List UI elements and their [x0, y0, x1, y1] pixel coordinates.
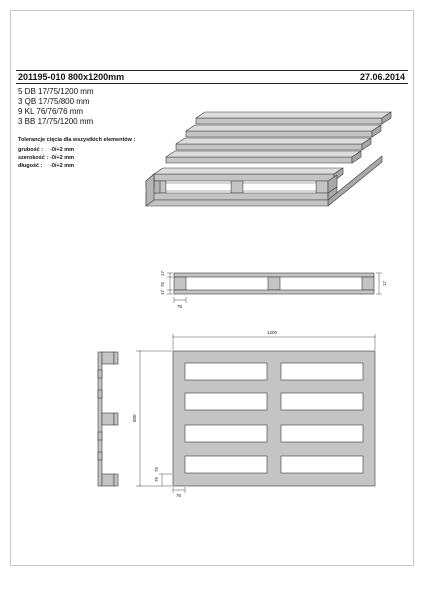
tolerance-label: szerokość : — [18, 155, 49, 161]
dim-plan-foot: 76 — [176, 493, 182, 498]
dim-plan-gap-a: 75 — [154, 476, 159, 482]
pallet-plan-view — [173, 351, 375, 486]
dim-side-top: 17 — [160, 270, 165, 276]
dim-plan-width: 800 — [132, 414, 137, 422]
spec-line-db: 5 DB 17/75/1200 mm — [18, 87, 94, 96]
drawing-title: 201195-010 800x1200mm — [18, 72, 125, 82]
dim-plan-gap-b: 75 — [154, 466, 159, 472]
dim-side-mid: 76 — [160, 281, 165, 287]
tolerance-value: -0/+2 mm — [50, 155, 74, 161]
spec-line-qb: 3 QB 17/75/800 mm — [18, 97, 90, 106]
spec-line-bb: 3 BB 17/75/1200 mm — [18, 117, 94, 126]
pallet-side-view — [174, 273, 374, 294]
tolerance-label: długość : — [18, 163, 43, 169]
drawing-date: 27.06.2014 — [359, 72, 405, 82]
dim-side-right: 17 — [382, 280, 387, 286]
dim-side-bottom: 17 — [160, 289, 165, 295]
pallet-end-view — [98, 352, 118, 486]
tolerance-label: grubość : — [18, 147, 44, 153]
tolerance-title: Tolerancje cięcia dla wszystkich elementów : — [18, 137, 136, 143]
pallet-isometric-view — [146, 112, 391, 206]
dim-side-foot: 75 — [177, 304, 183, 309]
spec-line-kl: 9 KL 76/76/76 mm — [18, 107, 84, 116]
dim-plan-length: 1200 — [267, 330, 278, 335]
tolerance-value: -0/+2 mm — [50, 163, 74, 169]
tolerance-value: -0/+2 mm — [50, 147, 74, 153]
